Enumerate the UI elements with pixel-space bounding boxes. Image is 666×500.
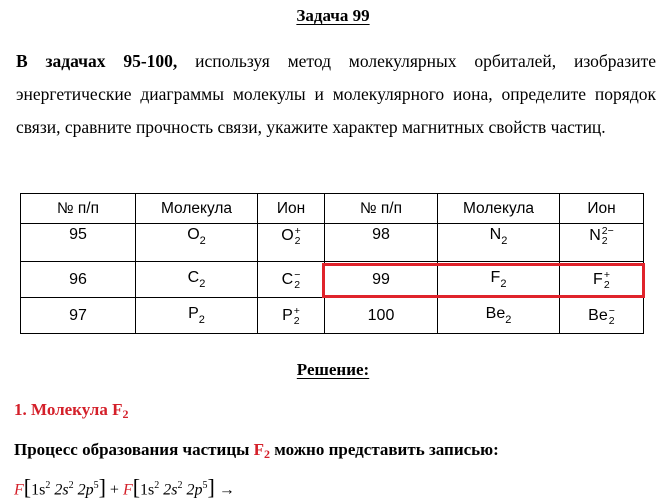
cell-molecule-2: $N_2$	[438, 224, 560, 262]
table-row	[21, 262, 644, 298]
header-num-2: № п/п	[325, 194, 438, 224]
table-header-row	[21, 194, 644, 224]
equation-plus: +	[109, 481, 119, 499]
task-title: Задача 99	[296, 6, 370, 25]
equation-element-1: F	[14, 481, 24, 499]
cell-molecule-2: $F_2$	[438, 262, 560, 298]
cell-num-1: 95	[21, 224, 136, 262]
cell-ion-1: O + 2	[258, 224, 325, 262]
cell-ion-1: P + 2	[258, 298, 325, 334]
cell-num-2: 100	[325, 298, 438, 334]
header-ion-1: Ион	[258, 194, 325, 224]
cell-num-2: 99	[325, 262, 438, 298]
equation-element-2: F	[122, 481, 133, 499]
task-description	[16, 45, 656, 144]
cell-num-1: 97	[21, 298, 136, 334]
cell-ion-2: F + 2	[560, 262, 644, 298]
cell-molecule-1: $C_2$	[136, 262, 258, 298]
formation-equation: $F[1s^2$ $2s^2$ $2p^5] + F[1s^2$ $2s^2$ $2p^5$] →	[14, 474, 235, 500]
table-row	[21, 298, 644, 334]
task-text: используя метод молекулярных орбиталей, изобразите энергетические диаграммы молекулы и молекулярного иона, определите порядок связи, сравните прочность связи, укажите характер магнитных свойств частиц.	[16, 51, 656, 137]
cell-ion-2: Be − 2	[560, 298, 644, 334]
cell-ion-2: N 2− 2	[560, 224, 644, 262]
cell-molecule-1: $P_2$	[136, 298, 258, 334]
header-molecule-1: Молекула	[136, 194, 258, 224]
table-row	[21, 224, 644, 262]
process-statement	[14, 440, 499, 462]
process-particle: $F_2$	[253, 440, 271, 461]
cell-num-1: 96	[21, 262, 136, 298]
tasks-table	[20, 193, 644, 334]
header-num-1: № п/п	[21, 194, 136, 224]
equation-arrow: →	[218, 481, 235, 499]
section-label: 1. Молекула F	[14, 400, 123, 419]
process-before: Процесс образования частицы	[14, 440, 254, 459]
process-after: можно представить записью:	[270, 440, 499, 459]
task-range-lead: В задачах 95-100,	[16, 51, 178, 71]
section-heading	[14, 400, 128, 422]
header-ion-2: Ион	[560, 194, 644, 224]
solution-heading: Решение:	[296, 360, 370, 379]
cell-ion-1: C − 2	[258, 262, 325, 298]
cell-molecule-1: $O_2$	[136, 224, 258, 262]
cell-molecule-2: $Be_2$	[438, 298, 560, 334]
cell-num-2: 98	[325, 224, 438, 262]
header-molecule-2: Молекула	[438, 194, 560, 224]
section-label-sub: 2	[122, 407, 129, 421]
